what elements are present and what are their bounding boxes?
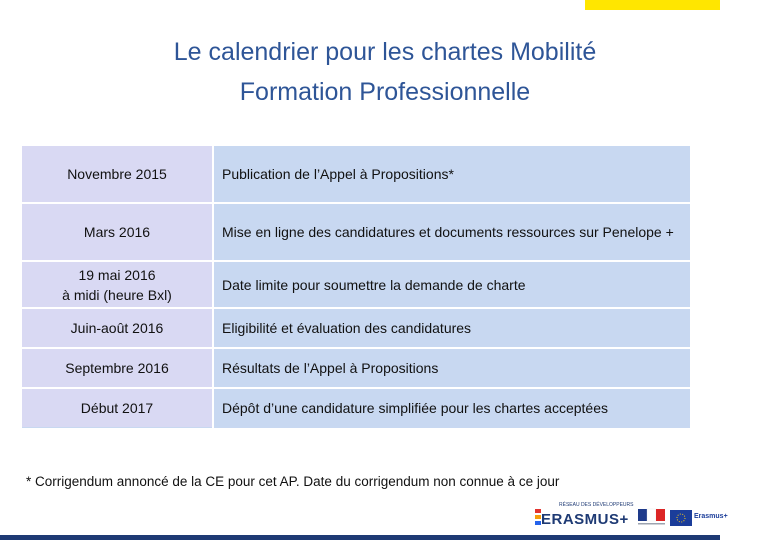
table-row — [22, 261, 690, 308]
table-row — [22, 388, 690, 428]
calendar-table — [22, 146, 690, 428]
date-text: Novembre 2015 — [67, 166, 167, 182]
table-row — [22, 203, 690, 261]
date-cell — [22, 388, 213, 428]
eu-erasmus-label: Erasmus+ — [694, 513, 728, 520]
event-cell: Dépôt d’une candidature simplifiée pour les chartes acceptées — [213, 388, 690, 428]
erasmus-network-label: RÉSEAU DES DÉVELOPPEURS — [559, 502, 634, 508]
event-cell: Mise en ligne des candidatures et documents ressources sur Penelope + — [213, 203, 690, 261]
date-cell — [22, 146, 213, 203]
event-cell: Date limite pour soumettre la demande de charte — [213, 261, 690, 308]
french-republic-logo-icon — [638, 509, 666, 527]
date-cell — [22, 348, 213, 388]
erasmus-logo-text: ERASMUS+ — [541, 511, 629, 528]
event-cell: Publication de l’Appel à Propositions* — [213, 146, 690, 203]
footer-bar — [0, 535, 720, 540]
page-title — [0, 32, 770, 112]
page-title-line-1: Le calendrier pour les chartes Mobilité — [173, 38, 597, 66]
top-accent-bar — [585, 0, 720, 10]
event-cell: Résultats de l’Appel à Propositions — [213, 348, 690, 388]
partner-logos — [535, 499, 728, 531]
page-title-line-2: Formation Professionnelle — [239, 78, 531, 106]
date-cell — [22, 308, 213, 348]
table-row — [22, 146, 690, 203]
date-text: Juin-août 2016 — [70, 320, 164, 336]
date-text: Mars 2016 — [83, 224, 151, 240]
table-row — [22, 348, 690, 388]
footnote: * Corrigendum annoncé de la CE pour cet AP. Date du corrigendum non connue à ce jour — [26, 474, 560, 489]
date-cell — [22, 261, 213, 308]
event-cell: Eligibilité et évaluation des candidatures — [213, 308, 690, 348]
eu-flag-icon — [670, 510, 692, 526]
date-cell — [22, 203, 213, 261]
date-text: Septembre 2016 — [65, 360, 169, 376]
table-row — [22, 308, 690, 348]
date-text-detail: à midi (heure Bxl) — [62, 286, 172, 303]
date-text: Début 2017 — [80, 400, 154, 416]
date-text: 19 mai 2016 — [78, 266, 156, 283]
